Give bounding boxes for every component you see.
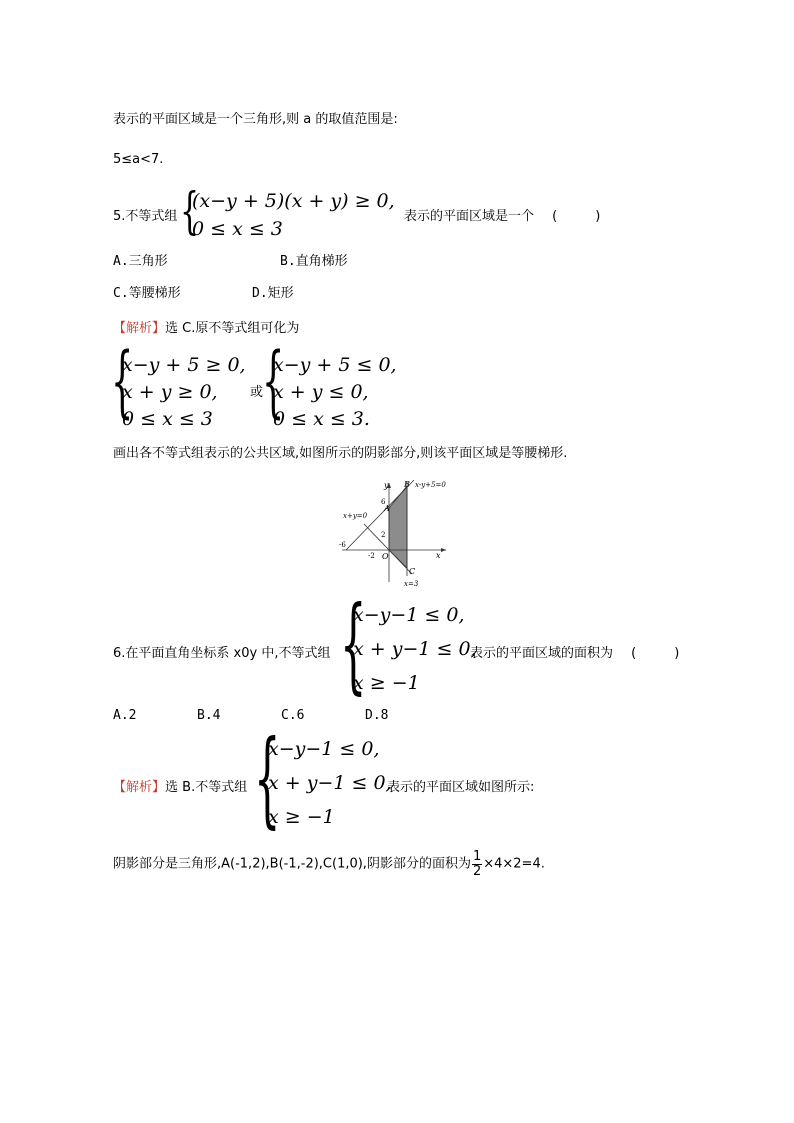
q6-analysis bbox=[113, 776, 247, 795]
q5-option-d: D.矩形 bbox=[252, 286, 294, 301]
q5-option-c: C.等腰梯形 bbox=[113, 286, 181, 301]
q6-answer-paren bbox=[631, 646, 679, 661]
label-B: B bbox=[404, 480, 410, 489]
q5-sys2-line2: x + y ≤ 0, bbox=[273, 381, 369, 403]
shaded-trapezoid bbox=[389, 486, 407, 568]
previous-answer: 5≤a<7. bbox=[113, 152, 164, 167]
q6-suffix-text: 表示的平面区域的面积为 bbox=[470, 646, 614, 661]
q6-option-b: B.4 bbox=[197, 708, 221, 723]
q5-sys2-brace: { bbox=[262, 337, 285, 427]
label-A: A bbox=[384, 504, 390, 513]
label-line-1: x-y+5=0 bbox=[415, 481, 446, 489]
q5-conclusion: 画出各不等式组表示的公共区域,如图所示的阴影部分,则该平面区域是等腰梯形. bbox=[113, 446, 568, 461]
q5-option-a: A.三角形 bbox=[113, 254, 168, 269]
q5-option-b: B.直角梯形 bbox=[280, 254, 348, 269]
q5-answer-paren bbox=[552, 209, 600, 224]
q6-frac-num: 1 bbox=[472, 849, 482, 864]
q6-option-a: A.2 bbox=[113, 708, 137, 723]
q5-line1: (x−y + 5)(x + y) ≥ 0, bbox=[192, 190, 395, 212]
intro-line: 表示的平面区域是一个三角形,则 a 的取值范围是: bbox=[113, 112, 398, 127]
q5-prefix: 5.不等式组 bbox=[113, 209, 178, 224]
q5-sys2-line3: 0 ≤ x ≤ 3. bbox=[273, 408, 370, 430]
q6-brace: { bbox=[340, 583, 367, 705]
q5-analysis-text: 选 C.原不等式组可化为 bbox=[165, 321, 300, 336]
q6-fraction bbox=[472, 850, 482, 879]
q6-frac-den: 2 bbox=[472, 864, 482, 879]
q6-prefix: 6.在平面直角坐标系 x0y 中,不等式组 bbox=[113, 646, 331, 661]
q5-sys2-line1: x−y + 5 ≤ 0, bbox=[273, 354, 397, 376]
label-y: y bbox=[384, 481, 389, 490]
q6-analysis-suffix: 表示的平面区域如图所示: bbox=[387, 780, 535, 795]
q5-sys1-line2: x + y ≥ 0, bbox=[122, 381, 218, 403]
q6-analysis-tag: 【解析】 bbox=[113, 780, 166, 795]
q5-analysis-tag: 【解析】 bbox=[113, 321, 166, 336]
q6-repeat-line2: x + y−1 ≤ 0, bbox=[268, 772, 392, 794]
q5-suffix bbox=[404, 205, 600, 224]
q5-brace: { bbox=[180, 182, 200, 240]
q6-sys-line3: x ≥ −1 bbox=[353, 672, 420, 694]
q5-line2: 0 ≤ x ≤ 3 bbox=[192, 218, 283, 240]
label-C: C bbox=[409, 567, 416, 576]
q6-sys-line2: x + y−1 ≤ 0, bbox=[353, 638, 477, 660]
q6-final-line bbox=[113, 850, 545, 879]
q6-option-d: D.8 bbox=[365, 708, 389, 723]
q6-analysis-text: 选 B.不等式组 bbox=[165, 780, 248, 795]
q6-suffix bbox=[470, 642, 679, 661]
q5-analysis bbox=[113, 317, 299, 336]
q6-sys-line1: x−y−1 ≤ 0, bbox=[353, 604, 465, 626]
q5-or-word: 或 bbox=[250, 385, 264, 400]
q5-sys1-line3: 0 ≤ x ≤ 3 bbox=[122, 408, 213, 430]
tick-2: 2 bbox=[381, 531, 386, 539]
tick-6: 6 bbox=[381, 498, 386, 506]
q5-figure bbox=[334, 478, 464, 590]
label-O: O bbox=[382, 552, 389, 561]
tick-neg-2: -2 bbox=[368, 552, 375, 560]
q6-paren-open: ( bbox=[631, 646, 637, 661]
q6-analysis-brace: { bbox=[254, 717, 281, 839]
label-x: x bbox=[436, 551, 441, 560]
q6-paren-close: ) bbox=[674, 646, 680, 661]
tick-neg-6: -6 bbox=[339, 541, 346, 549]
q6-repeat-line1: x−y−1 ≤ 0, bbox=[268, 738, 380, 760]
label-line-3: x=3 bbox=[404, 580, 419, 588]
q6-option-c: C.6 bbox=[281, 708, 305, 723]
label-line-2: x+y=0 bbox=[343, 512, 368, 520]
q6-repeat-line3: x ≥ −1 bbox=[268, 806, 335, 828]
x-axis-arrow bbox=[441, 548, 446, 552]
q5-paren-open: ( bbox=[552, 209, 558, 224]
q5-sys1-brace: { bbox=[111, 337, 134, 427]
q6-final-prefix: 阴影部分是三角形,A(-1,2),B(-1,-2),C(1,0),阴影部分的面积为 bbox=[113, 856, 471, 872]
q6-final-suffix: ×4×2=4. bbox=[483, 856, 545, 872]
q5-sys1-line1: x−y + 5 ≥ 0, bbox=[122, 354, 246, 376]
q5-paren-close: ) bbox=[595, 209, 601, 224]
q5-suffix-text: 表示的平面区域是一个 bbox=[404, 209, 535, 224]
